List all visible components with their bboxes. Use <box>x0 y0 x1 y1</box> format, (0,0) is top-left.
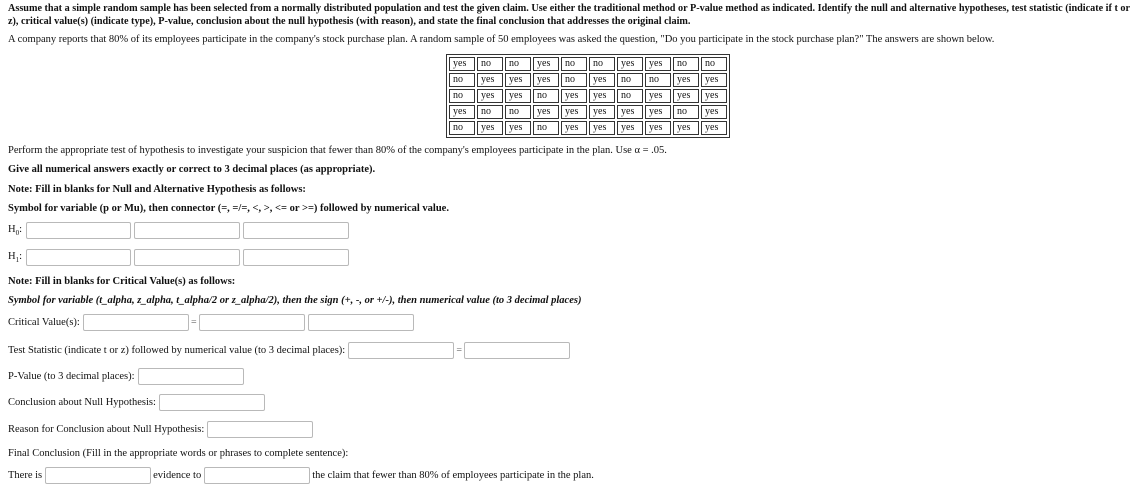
answers-row <box>449 73 727 87</box>
pvalue-input[interactable] <box>138 368 244 385</box>
critical-sign-input[interactable] <box>199 314 305 331</box>
task-statement: Perform the appropriate test of hypothesis to investigate your suspicion that fewer than 80% of the company's employees participate in the plan. Use α = .05. <box>8 145 667 156</box>
answer-cell: yes <box>561 121 587 135</box>
answer-cell: yes <box>533 73 559 87</box>
answer-cell: no <box>617 89 643 103</box>
answer-cell: yes <box>561 105 587 119</box>
answer-cell: yes <box>589 105 615 119</box>
answer-cell: yes <box>617 121 643 135</box>
final-action-input[interactable] <box>204 467 310 484</box>
answer-cell: yes <box>533 57 559 71</box>
critical-variable-input[interactable] <box>83 314 189 331</box>
critical-symbol-note: Symbol for variable (t_alpha, z_alpha, t_alpha/2 or z_alpha/2), then the sign (+, -, or +/-), then numerical value (to 3 decimal places) <box>8 295 582 306</box>
answer-cell: yes <box>505 121 531 135</box>
answer-cell: no <box>505 105 531 119</box>
answer-cell: no <box>673 105 699 119</box>
hypothesis-note: Note: Fill in blanks for Null and Alternative Hypothesis as follows: <box>8 184 306 195</box>
pvalue-row <box>8 368 244 385</box>
hypothesis-symbol-note: Symbol for variable (p or Mu), then connector (=, =/=, <, >, <= or >=) followed by numerical value. <box>8 203 449 214</box>
equals-sign: = <box>191 317 197 328</box>
equals-sign: = <box>456 345 463 356</box>
problem-statement: A company reports that 80% of its employees participate in the company's stock purchase plan. A random sample of 50 employees was asked the question, "Do you participate in the stock purchase plan?" The answers are shown below. <box>8 34 995 45</box>
answer-cell: yes <box>505 73 531 87</box>
answers-row <box>449 105 727 119</box>
h1-value-input[interactable] <box>243 249 349 266</box>
critical-row <box>8 314 414 331</box>
answer-cell: yes <box>673 73 699 87</box>
final-instructions: Final Conclusion (Fill in the appropriate words or phrases to complete sentence): <box>8 448 349 459</box>
answer-cell: no <box>505 57 531 71</box>
answer-cell: no <box>449 121 475 135</box>
critical-label: Critical Value(s): <box>8 317 80 328</box>
answer-cell: yes <box>449 105 475 119</box>
h0-row <box>8 222 349 239</box>
answer-cell: no <box>561 57 587 71</box>
h0-value-input[interactable] <box>243 222 349 239</box>
final-tail: the claim that fewer than 80% of employees participate in the plan. <box>312 470 594 481</box>
answers-row <box>449 89 727 103</box>
test-stat-label: Test Statistic (indicate t or z) followed by numerical value (to 3 decimal places): <box>8 345 346 356</box>
h1-label: $H_1$: <box>8 250 23 265</box>
precision-note: Give all numerical answers exactly or correct to 3 decimal places (as appropriate). <box>8 164 376 175</box>
answer-cell: yes <box>645 121 671 135</box>
final-evidence-to: evidence to <box>153 470 202 481</box>
answer-cell: yes <box>617 105 643 119</box>
answer-cell: no <box>617 73 643 87</box>
answer-cell: yes <box>589 73 615 87</box>
test-stat-type-input[interactable] <box>348 342 454 359</box>
answers-row <box>449 121 727 135</box>
h1-connector-input[interactable] <box>134 249 240 266</box>
answer-cell: yes <box>449 57 475 71</box>
final-evidence-strength-input[interactable] <box>45 467 151 484</box>
answer-cell: yes <box>561 89 587 103</box>
answer-cell: no <box>477 57 503 71</box>
answer-cell: yes <box>533 105 559 119</box>
conclusion-null-row <box>8 394 265 411</box>
final-conclusion-row <box>8 467 594 484</box>
reason-input[interactable] <box>207 421 313 438</box>
answers-table <box>446 54 730 138</box>
answer-cell: yes <box>505 89 531 103</box>
answer-cell: yes <box>589 89 615 103</box>
answer-cell: no <box>673 57 699 71</box>
answer-cell: yes <box>701 89 727 103</box>
answer-cell: yes <box>645 89 671 103</box>
conclusion-null-input[interactable] <box>159 394 265 411</box>
answer-cell: yes <box>701 73 727 87</box>
answer-cell: yes <box>617 57 643 71</box>
test-stat-value-input[interactable] <box>464 342 570 359</box>
answer-cell: no <box>449 73 475 87</box>
pvalue-label: P-Value (to 3 decimal places): <box>8 371 135 382</box>
answer-cell: yes <box>477 121 503 135</box>
critical-note: Note: Fill in blanks for Critical Value(s) as follows: <box>8 276 236 287</box>
test-stat-row <box>8 342 570 359</box>
h0-label: $H_0$: <box>8 223 23 238</box>
answer-cell: yes <box>701 105 727 119</box>
answer-cell: no <box>645 73 671 87</box>
answer-cell: yes <box>673 121 699 135</box>
answer-cell: yes <box>477 73 503 87</box>
answer-cell: no <box>561 73 587 87</box>
answer-cell: no <box>449 89 475 103</box>
final-there-is: There is <box>8 470 43 481</box>
answer-cell: no <box>533 89 559 103</box>
answer-cell: no <box>589 57 615 71</box>
answer-cell: yes <box>673 89 699 103</box>
answers-row <box>449 57 727 71</box>
answer-cell: yes <box>701 121 727 135</box>
answer-cell: no <box>701 57 727 71</box>
answer-cell: yes <box>477 89 503 103</box>
critical-value-input[interactable] <box>308 314 414 331</box>
h0-variable-input[interactable] <box>26 222 131 239</box>
answer-cell: yes <box>645 57 671 71</box>
reason-row <box>8 421 313 438</box>
answer-cell: yes <box>645 105 671 119</box>
reason-label: Reason for Conclusion about Null Hypothesis: <box>8 424 205 435</box>
h0-connector-input[interactable] <box>134 222 240 239</box>
h1-row <box>8 249 349 266</box>
answer-cell: yes <box>589 121 615 135</box>
h1-variable-input[interactable] <box>26 249 131 266</box>
answer-cell: no <box>477 105 503 119</box>
answer-cell: no <box>533 121 559 135</box>
conclusion-null-label: Conclusion about Null Hypothesis: <box>8 397 156 408</box>
instructions: Assume that a simple random sample has been selected from a normally distributed population and test the given claim. Use either the traditional method or P-value method as indicated. Identify the null and alternative hypotheses, test statistic (indicate if t or z), critical value(s) (indicate type), P-value, conclusion about the null hypothesis (with reason), and state the final conclusion that addresses the original claim. <box>8 3 1130 27</box>
